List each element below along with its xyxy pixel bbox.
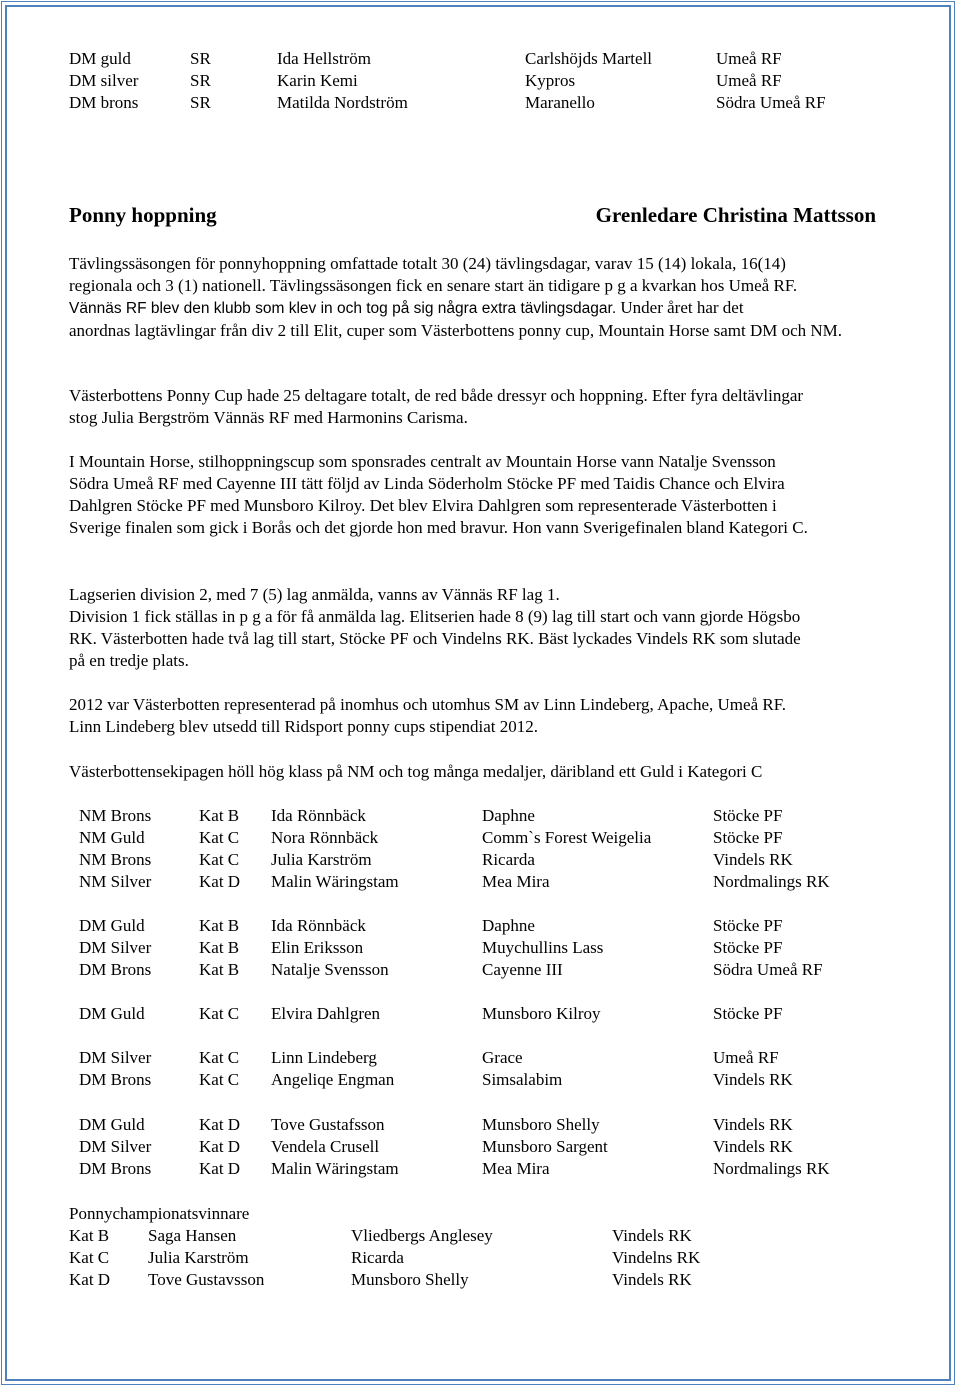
medal-horse: Daphne <box>482 806 535 825</box>
medal-rider: Tove Gustafsson <box>271 1115 385 1134</box>
medal-horse: Ricarda <box>482 850 535 869</box>
medal-rider: Nora Rönnbäck <box>271 828 379 847</box>
text-line: Tävlingssäsongen för ponnyhoppning omfattade totalt 30 (24) tävlingsdagar, varav 15 (14) lokala, 16(14) <box>69 254 786 273</box>
champ-horse: Ricarda <box>351 1248 404 1267</box>
dm-club: Södra Umeå RF <box>716 93 826 112</box>
medal-club: Umeå RF <box>713 1048 779 1067</box>
text-line: Linn Lindeberg blev utsedd till Ridsport ponny cups stipendiat 2012. <box>69 717 539 736</box>
medal-horse: Muychullins Lass <box>482 938 604 957</box>
medal-category: Kat D <box>199 1159 241 1178</box>
medal-medal: DM Brons <box>79 1159 152 1178</box>
nm-paragraph <box>69 761 891 783</box>
text-line: anordnas lagtävlingar från div 2 till Elit, cuper som Västerbottens ponny cup, Mountain Horse samt DM <box>69 321 778 340</box>
medal-club: Stöcke PF <box>713 1004 783 1023</box>
dm-rider: Matilda Nordström <box>277 93 408 112</box>
medal-club: Vindels RK <box>713 1137 793 1156</box>
medal-club: Stöcke PF <box>713 806 783 825</box>
medal-horse: Munsboro Shelly <box>482 1115 600 1134</box>
mountain-horse-paragraph <box>69 451 891 539</box>
text-line: och NM. <box>781 321 843 340</box>
text-segment: Vännäs RF blev den klubb som klev in och tog på sig några extra tävlingsdagar. <box>69 300 617 317</box>
text-line: RK. Västerbotten hade två lag till start, Stöcke PF och Vindelns RK. Bäst lyckades Vindels RK som slutade <box>69 629 801 648</box>
ponny-cup-paragraph <box>69 385 891 429</box>
medal-medal: DM Silver <box>79 1137 152 1156</box>
medal-club: Stöcke PF <box>713 938 783 957</box>
medal-rider: Elin Eriksson <box>271 938 364 957</box>
medal-medal: NM Guld <box>79 828 145 847</box>
dm-class: SR <box>190 93 211 112</box>
dm-club: Umeå RF <box>716 71 782 90</box>
text-segment: Under året har det <box>616 298 744 317</box>
medal-horse: Comm`s Forest Weigelia <box>482 828 652 847</box>
medal-horse: Cayenne III <box>482 960 563 979</box>
text-line <box>69 298 744 317</box>
dm-medal: DM silver <box>69 71 139 90</box>
medal-club: Vindels RK <box>713 1070 793 1089</box>
champ-rider: Saga Hansen <box>148 1226 237 1245</box>
medal-medal: DM Guld <box>79 1004 145 1023</box>
medal-rider: Angeliqe Engman <box>271 1070 395 1089</box>
medal-medal: DM Brons <box>79 960 152 979</box>
section-title: Ponny hoppning <box>69 203 217 227</box>
medal-rider: Vendela Crusell <box>271 1137 380 1156</box>
lagserien-paragraph <box>69 584 891 672</box>
text-line: Lagserien division 2, med 7 (5) lag anmälda, vanns av Vännäs RF lag 1. <box>69 585 560 604</box>
medal-category: Kat B <box>199 960 240 979</box>
dm-horse: Kypros <box>525 71 576 90</box>
champ-club: Vindels RK <box>612 1270 692 1289</box>
medal-medal: DM Brons <box>79 1070 152 1089</box>
medal-horse: Grace <box>482 1048 523 1067</box>
dm-medal: DM guld <box>69 49 131 68</box>
medal-category: Kat D <box>199 872 241 891</box>
medal-category: Kat C <box>199 1070 240 1089</box>
dm-horse: Maranello <box>525 93 595 112</box>
medal-medal: DM Guld <box>79 1115 145 1134</box>
medal-club: Södra Umeå RF <box>713 960 823 979</box>
medal-medal: NM Silver <box>79 872 152 891</box>
medal-rider: Ida Rönnbäck <box>271 806 366 825</box>
medal-horse: Mea Mira <box>482 1159 550 1178</box>
dm-rider: Karin Kemi <box>277 71 358 90</box>
medal-medal: NM Brons <box>79 806 152 825</box>
medal-rider: Malin Wäringstam <box>271 872 399 891</box>
sm-paragraph <box>69 694 891 738</box>
champ-club: Vindelns RK <box>612 1248 701 1267</box>
medal-rider: Linn Lindeberg <box>271 1048 377 1067</box>
medal-medal: DM Silver <box>79 1048 152 1067</box>
medal-club: Stöcke PF <box>713 828 783 847</box>
dm-club: Umeå RF <box>716 49 782 68</box>
medal-horse: Daphne <box>482 916 535 935</box>
champ-title-text: Ponnychampionatsvinnare <box>69 1204 250 1223</box>
champ-club: Vindels RK <box>612 1226 692 1245</box>
text-line: 2012 var Västerbotten representerad på inomhus och utomhus SM av Linn Lindeberg, Apache, Umeå RF. <box>69 695 787 714</box>
medal-horse: Munsboro Sargent <box>482 1137 608 1156</box>
medal-category: Kat C <box>199 850 240 869</box>
medal-category: Kat D <box>199 1137 241 1156</box>
medal-category: Kat B <box>199 938 240 957</box>
medal-club: Nordmalings RK <box>713 872 830 891</box>
intro-paragraph <box>69 253 891 342</box>
champ-rider: Julia Karström <box>148 1248 249 1267</box>
dm-rider: Ida Hellström <box>277 49 371 68</box>
medal-club: Stöcke PF <box>713 916 783 935</box>
text-line: Division 1 fick ställas in p g a för få anmälda lag. Elitserien hade 8 (9) lag till start och vann gjorde Högsbo <box>69 607 801 626</box>
champ-category: Kat B <box>69 1226 110 1245</box>
medal-club: Vindels RK <box>713 850 793 869</box>
medal-category: Kat B <box>199 806 240 825</box>
section-leader: Grenledare Christina Mattsson <box>595 203 876 227</box>
medal-medal: DM Guld <box>79 916 145 935</box>
dm-class: SR <box>190 49 211 68</box>
medal-medal: NM Brons <box>79 850 152 869</box>
text-line: Västerbottens Ponny Cup hade 25 deltagare totalt, de red både dressyr och hoppning. Efter fyra deltävlingar <box>69 386 804 405</box>
champ-category: Kat C <box>69 1248 110 1267</box>
champ-rider: Tove Gustavsson <box>148 1270 265 1289</box>
medal-rider: Elvira Dahlgren <box>271 1004 381 1023</box>
medal-category: Kat B <box>199 916 240 935</box>
medal-category: Kat D <box>199 1115 241 1134</box>
medal-horse: Simsalabim <box>482 1070 563 1089</box>
text-line: I Mountain Horse, stilhoppningscup som sponsrades centralt av Mountain Horse vann Natalje Svensson <box>69 452 776 471</box>
dm-medal: DM brons <box>69 93 139 112</box>
champ-horse: Vliedbergs Anglesey <box>351 1226 493 1245</box>
medal-horse: Munsboro Kilroy <box>482 1004 601 1023</box>
dm-horse: Carlshöjds Martell <box>525 49 653 68</box>
medal-horse: Mea Mira <box>482 872 550 891</box>
medal-rider: Julia Karström <box>271 850 372 869</box>
text-line: Sverige finalen som gick i Borås och det gjorde hon med bravur. Hon vann Sverigefinalen bland Kategori <box>69 518 789 537</box>
text-line: C. <box>792 518 808 537</box>
champ-category: Kat D <box>69 1270 111 1289</box>
text-line: Södra Umeå RF med Cayenne III tätt följd av Linda Söderholm Stöcke PF med Taidis Chance och Elvira <box>69 474 785 493</box>
medal-category: Kat C <box>199 828 240 847</box>
dm-class: SR <box>190 71 211 90</box>
medal-category: Kat C <box>199 1048 240 1067</box>
text-line: regionala och 3 (1) nationell. Tävlingssäsongen fick en senare start än tidigare p g a kvarkan hos Umeå RF. <box>69 276 798 295</box>
text-line: stog Julia Bergström Vännäs RF med Harmonins Carisma. <box>69 408 468 427</box>
medal-rider: Natalje Svensson <box>271 960 389 979</box>
text-line: på en tredje plats. <box>69 651 189 670</box>
medal-rider: Malin Wäringstam <box>271 1159 399 1178</box>
champ-horse: Munsboro Shelly <box>351 1270 469 1289</box>
medal-medal: DM Silver <box>79 938 152 957</box>
text-line: Dahlgren Stöcke PF med Munsboro Kilroy. Det blev Elvira Dahlgren som representerade Västerbotten i <box>69 496 777 515</box>
medal-category: Kat C <box>199 1004 240 1023</box>
medal-club: Vindels RK <box>713 1115 793 1134</box>
medal-rider: Ida Rönnbäck <box>271 916 366 935</box>
text-line: Västerbottensekipagen höll hög klass på NM och tog många medaljer, däribland ett Guld i Kategori C <box>69 762 763 781</box>
medal-club: Nordmalings RK <box>713 1159 830 1178</box>
